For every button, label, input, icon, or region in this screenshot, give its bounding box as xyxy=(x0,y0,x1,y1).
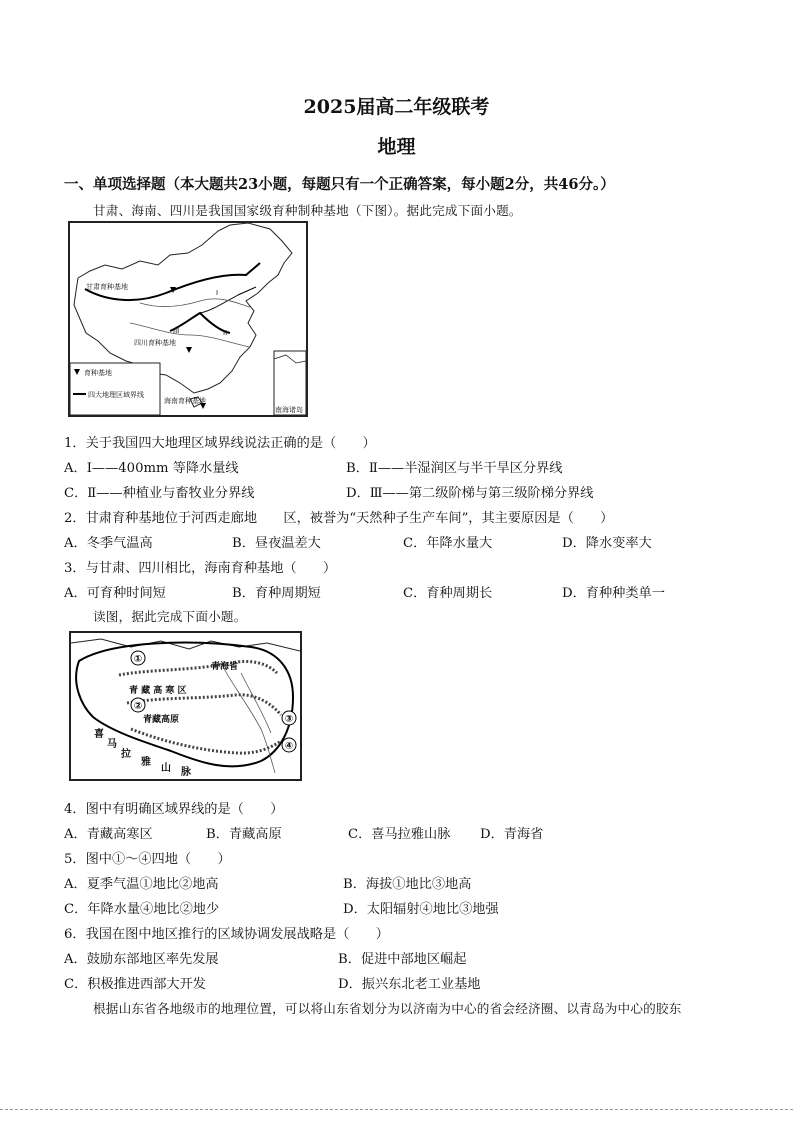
river-2 xyxy=(140,299,250,307)
himalaya-char-1: 喜 xyxy=(94,729,104,740)
q5-option-a[interactable]: A．夏季气温①地比②地高 xyxy=(64,877,219,892)
q6-option-c[interactable]: C．积极推进西部大开发 xyxy=(64,977,206,992)
q1-option-a[interactable]: A．Ⅰ——400mm 等降水量线 xyxy=(64,461,239,476)
q5-option-c[interactable]: C．年降水量④地比②地少 xyxy=(64,902,220,917)
roman-1-label: I xyxy=(216,289,219,297)
plateau-region-label: 青 藏 高 寒 区 xyxy=(129,686,187,696)
subject-title: 地理 xyxy=(377,136,416,158)
point-2-label: ② xyxy=(133,701,143,712)
q4-option-a[interactable]: A．青藏高寒区 xyxy=(64,827,153,842)
q5-option-b[interactable]: B．海拔①地比③地高 xyxy=(343,877,472,892)
himalaya-char-5: 山 xyxy=(161,763,171,774)
q6-option-a[interactable]: A．鼓励东部地区率先发展 xyxy=(64,952,219,967)
q1-option-b[interactable]: B．Ⅱ——半湿润区与半干旱区分界线 xyxy=(346,461,563,476)
q1-option-d[interactable]: D．Ⅲ——第二级阶梯与第三级阶梯分界线 xyxy=(346,486,594,501)
boundary-line-1 xyxy=(85,263,260,300)
q3-stem: 3．与甘肃、四川相比，海南育种基地（ ） xyxy=(64,561,337,576)
sichuan-base-marker xyxy=(186,347,192,353)
q1-option-c[interactable]: C．Ⅱ——种植业与畜牧业分界线 xyxy=(64,486,255,501)
intro-text-3: 根据山东省各地级市的地理位置，可以将山东省划分为以济南为中心的省会经济圈、以青岛为中心的胶东 xyxy=(93,1001,682,1016)
roman-3-label: III xyxy=(173,327,180,335)
q6-option-b[interactable]: B．促进中部地区崛起 xyxy=(338,952,467,967)
exam-title: 2025届高二年级联考 xyxy=(303,96,490,118)
q3-option-b[interactable]: B．育种周期短 xyxy=(232,586,321,601)
mountain-ridge-3 xyxy=(131,729,281,753)
q4-option-d[interactable]: D．青海省 xyxy=(480,827,544,842)
intro-text: 甘肃、海南、四川是我国国家级育种制种基地（下图）。据此完成下面小题。 xyxy=(93,203,522,218)
china-map-svg xyxy=(70,223,306,415)
q5-option-d[interactable]: D．太阳辐射④地比③地强 xyxy=(343,902,499,917)
himalaya-char-4: 雅 xyxy=(141,757,151,768)
himalaya-char-3: 拉 xyxy=(121,749,131,760)
q2-option-a[interactable]: A．冬季气温高 xyxy=(64,536,153,551)
plateau-map-svg xyxy=(71,633,300,779)
china-breeding-map xyxy=(68,221,308,417)
map2-outline xyxy=(71,639,300,651)
section-heading: 一、单项选择题（本大题共23小题，每题只有一个正确答案，每小题2分，共46分。） xyxy=(64,176,615,193)
roman-2-label: II xyxy=(223,329,228,337)
himalaya-char-6: 脉 xyxy=(181,767,191,778)
plateau-label: 青藏高原 xyxy=(143,715,180,725)
south-sea-label: 南海诸岛 xyxy=(275,406,303,414)
q2-option-d[interactable]: D．降水变率大 xyxy=(562,536,652,551)
q2-stem: 2．甘肃育种基地位于河西走廊地 区，被誉为“天然种子生产车间”，其主要原因是（ ） xyxy=(64,511,614,526)
q3-option-a[interactable]: A．可育种时间短 xyxy=(64,586,166,601)
qinghai-tibet-map xyxy=(69,631,302,781)
q3-option-d[interactable]: D．育种种类单一 xyxy=(562,586,665,601)
himalaya-char-2: 马 xyxy=(107,739,117,750)
gansu-label: 甘肃育种基地 xyxy=(86,283,128,291)
qinghai-label: 青海省 xyxy=(211,662,239,672)
q1-stem: 1．关于我国四大地理区域界线说法正确的是（ ） xyxy=(64,436,376,451)
hainan-label: 海南育种基地 xyxy=(164,397,206,405)
page-bottom-divider xyxy=(0,1109,793,1110)
q5-stem: 5．图中①～④四地（ ） xyxy=(64,852,231,867)
legend-line-label: 四大地理区域界线 xyxy=(88,391,144,399)
q2-option-c[interactable]: C．年降水量大 xyxy=(403,536,493,551)
q4-option-c[interactable]: C．喜马拉雅山脉 xyxy=(348,827,451,842)
legend-base-label: 育种基地 xyxy=(84,369,112,377)
q4-stem: 4．图中有明确区域界线的是（ ） xyxy=(64,802,284,817)
q4-option-b[interactable]: B．青藏高原 xyxy=(206,827,282,842)
point-4-label: ④ xyxy=(284,741,294,752)
q3-option-c[interactable]: C．育种周期长 xyxy=(403,586,493,601)
q2-option-b[interactable]: B．昼夜温差大 xyxy=(232,536,321,551)
point-3-label: ③ xyxy=(284,714,294,725)
q6-stem: 6．我国在图中地区推行的区域协调发展战略是（ ） xyxy=(64,927,389,942)
point-1-label: ① xyxy=(133,654,143,665)
q6-option-d[interactable]: D．振兴东北老工业基地 xyxy=(338,977,481,992)
intro-text-2: 读图，据此完成下面小题。 xyxy=(93,609,247,624)
sichuan-label: 四川育种基地 xyxy=(134,339,176,347)
